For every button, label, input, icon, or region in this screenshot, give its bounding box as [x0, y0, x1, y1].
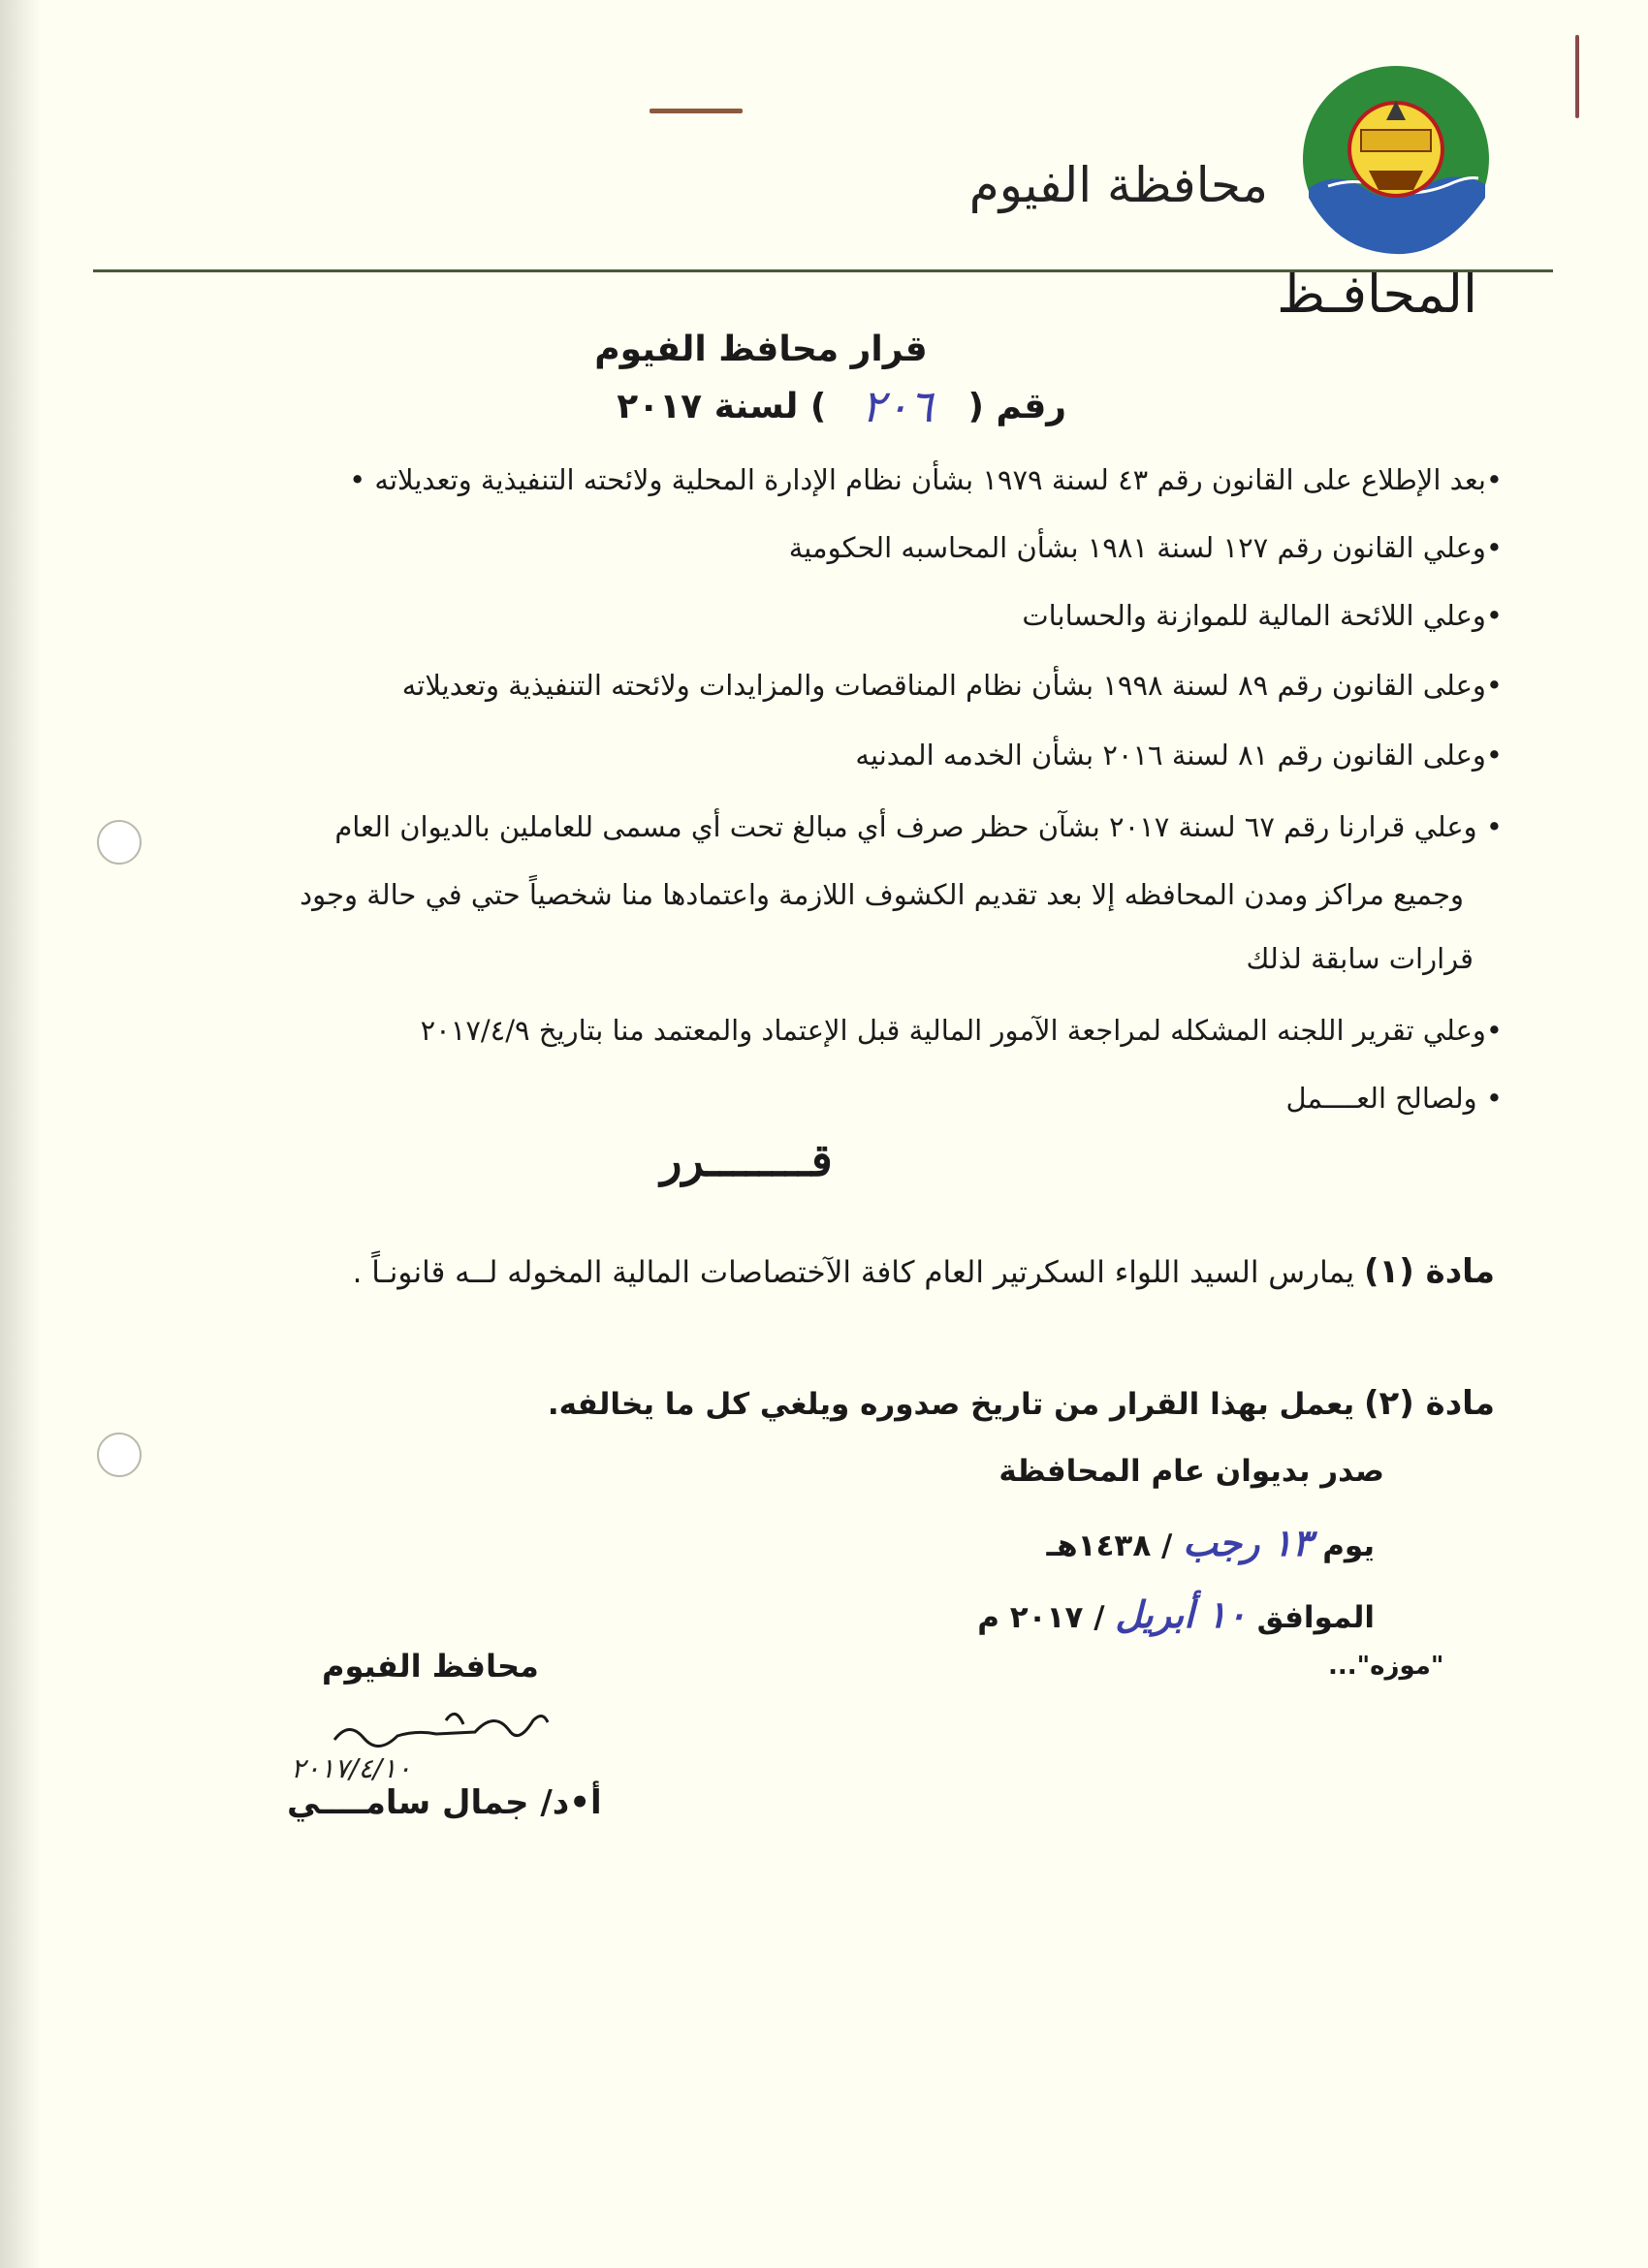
signatory-name: أ•د/ جمال سامــــي: [287, 1783, 602, 1822]
hijri-date-handwritten: ١٣ رجب: [1183, 1522, 1313, 1564]
gregorian-date-line: [977, 1593, 1375, 1636]
gregorian-year: / ٢٠١٧ م: [977, 1600, 1105, 1635]
preamble-clause: •بعد الإطلاع على القانون رقم ٤٣ لسنة ١٩٧٩ بشأن نظام الإدارة المحلية ولائحته التنفيذية وتعديلاته •: [349, 463, 1503, 496]
preamble-clause: •وعلى القانون رقم ٨٩ لسنة ١٩٩٨ بشأن نظام المناقصات والمزايدات ولائحته التنفيذية وتعديلاته: [401, 669, 1503, 702]
preamble-clause: •وعلى القانون رقم ٨١ لسنة ٢٠١٦ بشأن الخدمه المدنيه: [855, 739, 1503, 772]
decree-number-handwritten: ٢٠٦: [861, 380, 934, 432]
hijri-day-label: يوم: [1322, 1528, 1375, 1563]
preamble-clause: •وعلي القانون رقم ١٢٧ لسنة ١٩٨١ بشأن المحاسبه الحكومية: [788, 531, 1503, 564]
issuance-place: صدر بديوان عام المحافظة: [998, 1454, 1384, 1489]
office-label: المحافـظ: [1277, 264, 1477, 325]
preamble-clause: •وعلي اللائحة المالية للموازنة والحسابات: [1022, 599, 1503, 632]
article-2: [548, 1384, 1495, 1423]
top-mark: [650, 109, 743, 113]
punch-hole: [97, 820, 142, 865]
signature-date-handwritten: ٢٠١٧/٤/١٠: [291, 1752, 412, 1784]
decided-heading: قــــــــرر: [660, 1134, 833, 1186]
distribution-note: "موزه"...: [1328, 1652, 1444, 1681]
article-2-text: يعمل بهذا القرار من تاريخ صدوره ويلغي كل ما يخالفه.: [547, 1387, 1355, 1422]
preamble-clause: •وعلي تقرير اللجنه المشكله لمراجعة الآمور المالية قبل الإعتماد والمعتمد منا بتاريخ ٢٠١٧/٤/٩: [420, 1014, 1503, 1047]
article-1: [353, 1252, 1495, 1291]
preamble-clause: • ولصالح العــــمل: [1285, 1082, 1503, 1115]
hijri-year: / ١٤٣٨هـ: [1046, 1528, 1173, 1563]
gregorian-label: الموافق: [1256, 1600, 1375, 1635]
governorate-emblem-logo: [1299, 62, 1493, 256]
preamble-clause: • وعلي قرارنا رقم ٦٧ لسنة ٢٠١٧ بشآن حظر صرف أي مبالغ تحت أي مسمى للعاملين بالديوان العام: [334, 810, 1503, 843]
decree-number-line: [617, 380, 1066, 432]
governorate-title: محافظة الفيوم: [968, 157, 1268, 213]
hijri-date-line: [1046, 1522, 1375, 1564]
preamble-clause: قرارات سابقة لذلك: [1246, 942, 1474, 975]
handwritten-signature: [330, 1701, 553, 1759]
article-2-head: مادة (٢): [1363, 1384, 1495, 1423]
decree-title: قرار محافظ الفيوم: [594, 330, 928, 369]
article-1-text: يمارس السيد اللواء السكرتير العام كافة الآختصاصات المالية المخوله لــه قانونـاً .: [352, 1255, 1355, 1290]
decree-number-prefix: رقم (: [967, 386, 1066, 426]
decree-number-suffix: ) لسنة ٢٠١٧: [617, 386, 827, 426]
staple-mark: [1575, 35, 1579, 118]
gregorian-date-handwritten: ١٠ أبريل: [1115, 1593, 1247, 1636]
signatory-title: محافظ الفيوم: [322, 1648, 539, 1685]
preamble-clause: وجميع مراكز ومدن المحافظه إلا بعد تقديم الكشوف اللازمة واعتمادها منا شخصياً حتي في حالة وجود: [300, 878, 1464, 911]
punch-hole: [97, 1433, 142, 1477]
article-1-head: مادة (١): [1363, 1252, 1495, 1291]
